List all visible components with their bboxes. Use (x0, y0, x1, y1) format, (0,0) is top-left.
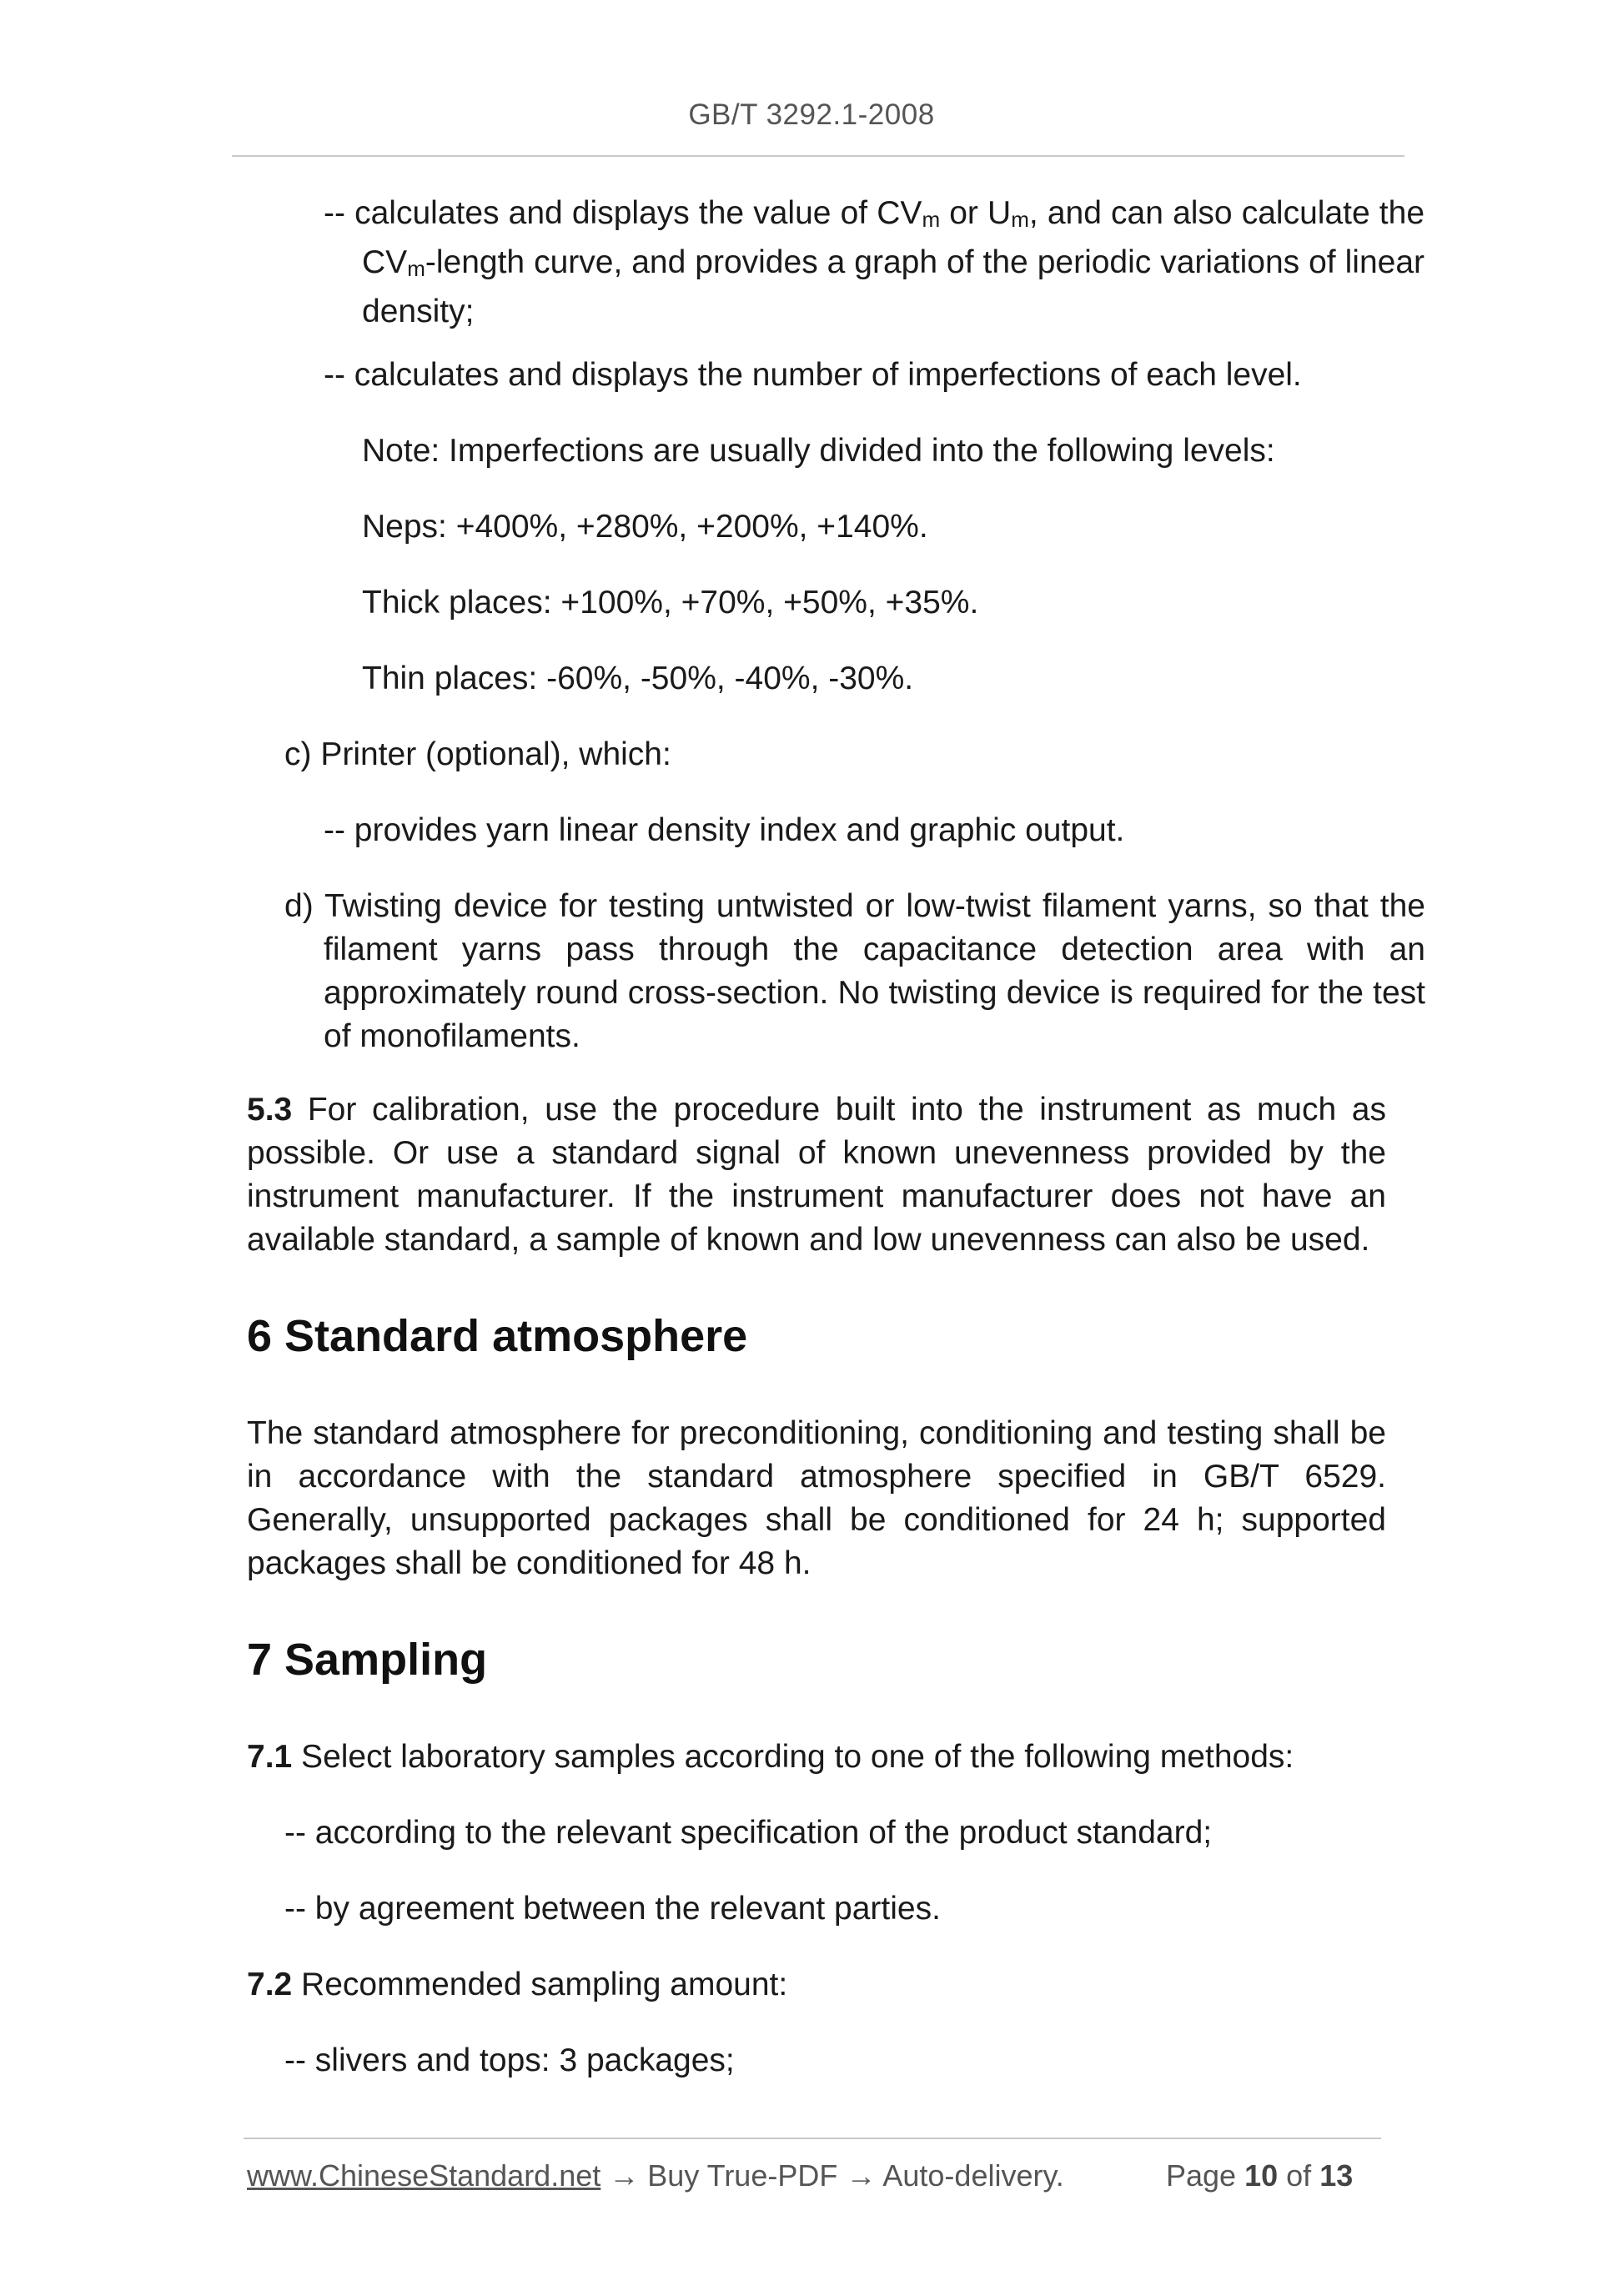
chinesestandard-link[interactable]: www.ChineseStandard.net (247, 2158, 601, 2193)
page-header-standard-id: GB/T 3292.1-2008 (688, 98, 935, 131)
header-divider (232, 155, 1404, 157)
clause-5-3-number: 5.3 (247, 1092, 293, 1128)
page-total: 13 (1319, 2158, 1354, 2193)
clause-7-2-number: 7.2 (247, 1967, 293, 2002)
clause-5-3: 5.3 For calibration, use the procedure built into the instrument as much as possible. Or use a standard signal of known unevenness provided by the instrument manufacturer. If the instrument manufacturer does not have an available standard, a sample of known and low unevenness can also be used. (247, 1092, 1386, 1258)
clause-7-2: 7.2 Recommended sampling amount: (247, 1967, 788, 2002)
arrow-right-icon: → (609, 2158, 640, 2193)
twisting-device-item: d) Twisting device for testing untwisted or low-twist filament yarns, so that the filament yarns pass through the capacitance detection area with an approximately round cross-section. No twisting device is required for the test of monofilaments. (284, 888, 1425, 1054)
footer-promo (247, 2158, 1064, 2193)
section-6-body: The standard atmosphere for preconditioning, conditioning and testing shall be in accordance with the standard atmosphere specified in GB/T 6529. Generally, unsupported packages shall be conditioned for 24 h; supported packages shall be conditioned for 48 h. (247, 1415, 1386, 1581)
printer-output-item: -- provides yarn linear density index and graphic output. (324, 812, 1125, 848)
page-label: Page (1166, 2158, 1237, 2193)
neps-levels: Neps: +400%, +280%, +200%, +140%. (362, 509, 928, 545)
list-item-cv-calculation: -- calculates and displays the value of CVm or Um, and can also calculate the CVm-length curve, and provides a graph of the periodic variations of linear density; (324, 195, 1425, 329)
sampling-slivers: -- slivers and tops: 3 packages; (284, 2042, 735, 2078)
sampling-method-2: -- by agreement between the relevant parties. (284, 1891, 941, 1927)
buy-true-pdf-text: Buy True-PDF (647, 2158, 838, 2193)
clause-7-1: 7.1 Select laboratory samples according to one of the following methods: (247, 1739, 1294, 1775)
thin-places-levels: Thin places: -60%, -50%, -40%, -30%. (362, 661, 914, 696)
clause-7-1-number: 7.1 (247, 1739, 293, 1775)
sampling-method-1: -- according to the relevant specification of the product standard; (284, 1815, 1213, 1851)
auto-delivery-text: Auto-delivery. (882, 2158, 1064, 2193)
printer-item: c) Printer (optional), which: (284, 736, 671, 772)
thick-places-levels: Thick places: +100%, +70%, +50%, +35%. (362, 585, 979, 620)
section-7-title: 7 Sampling (247, 1635, 488, 1685)
note-levels: Note: Imperfections are usually divided into the following levels: (362, 433, 1275, 469)
page-current: 10 (1244, 2158, 1279, 2193)
footer-divider (244, 2138, 1381, 2139)
arrow-right-icon: → (846, 2158, 877, 2193)
list-item-imperfections: -- calculates and displays the number of imperfections of each level. (324, 357, 1302, 393)
of-label: of (1286, 2158, 1312, 2193)
page-number (1166, 2158, 1353, 2193)
section-6-title: 6 Standard atmosphere (247, 1311, 748, 1361)
